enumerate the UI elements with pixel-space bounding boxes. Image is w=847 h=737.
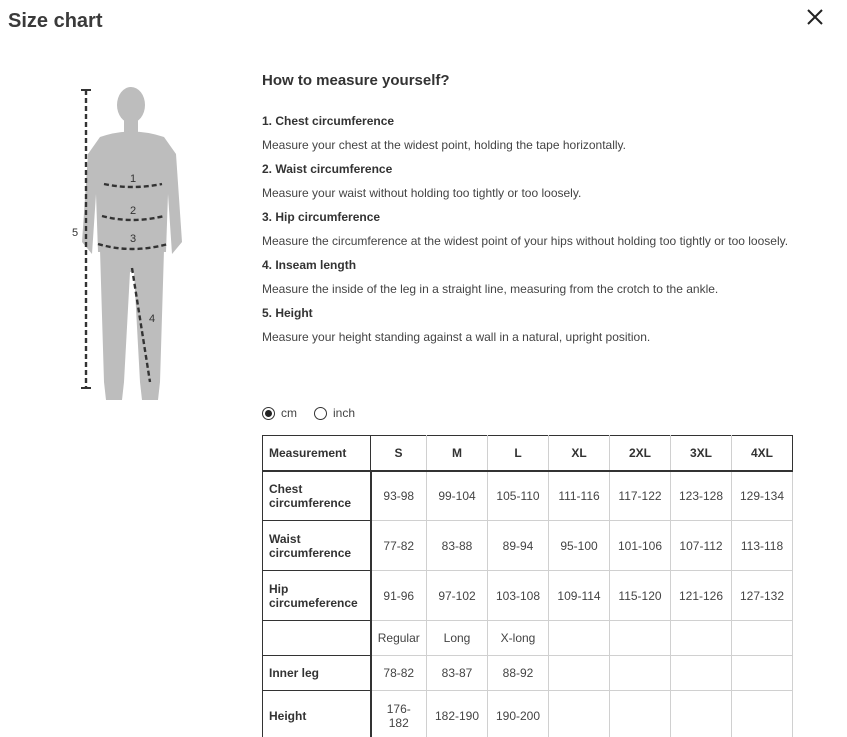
row-label: Chest circumference	[263, 471, 371, 521]
label-5: 5	[72, 227, 79, 239]
modal-title: Size chart	[8, 10, 103, 32]
table-cell: 117-122	[610, 471, 671, 521]
table-cell: 109-114	[549, 571, 610, 621]
table-cell: 121-126	[671, 571, 732, 621]
table-cell: 113-118	[732, 521, 793, 571]
table-cell: 111-116	[549, 471, 610, 521]
table-cell	[610, 691, 671, 737]
label-1: 1	[130, 173, 137, 185]
guide-section-hip	[262, 209, 792, 250]
body-measurement-figure	[68, 82, 198, 412]
unit-radio-inch[interactable]	[314, 407, 327, 420]
table-cell	[732, 621, 793, 656]
table-cell: 182-190	[427, 691, 488, 737]
table-cell: 83-87	[427, 656, 488, 691]
table-cell	[732, 656, 793, 691]
guide-section-chest	[262, 113, 792, 154]
section-title: 1. Chest circumference	[262, 114, 395, 128]
table-cell: 103-108	[488, 571, 549, 621]
table-cell	[549, 656, 610, 691]
table-row	[263, 691, 793, 737]
section-description: Measure your waist without holding too tightly or too loosely.	[262, 186, 582, 200]
unit-label-cm[interactable]: cm	[281, 406, 297, 420]
section-description: Measure the inside of the leg in a straight line, measuring from the crotch to the ankle.	[262, 282, 719, 296]
unit-radio-cm[interactable]	[262, 407, 275, 420]
table-cell: 93-98	[371, 471, 427, 521]
section-title: 4. Inseam length	[262, 258, 357, 272]
header-cell: 3XL	[671, 436, 732, 471]
table-cell: 78-82	[371, 656, 427, 691]
header-cell: Measurement	[263, 436, 371, 471]
header-cell: S	[371, 436, 427, 471]
table-cell: 95-100	[549, 521, 610, 571]
table-cell: 101-106	[610, 521, 671, 571]
label-3: 3	[130, 233, 137, 245]
table-cell	[671, 656, 732, 691]
size-table	[262, 435, 793, 737]
table-cell: 127-132	[732, 571, 793, 621]
header-cell: XL	[549, 436, 610, 471]
section-description: Measure your height standing against a wall in a natural, upright position.	[262, 330, 651, 344]
table-row	[263, 656, 793, 691]
header-cell: L	[488, 436, 549, 471]
table-cell: 129-134	[732, 471, 793, 521]
row-label: Height	[263, 691, 371, 737]
row-label: Waist circumference	[263, 521, 371, 571]
table-row	[263, 521, 793, 571]
table-row	[263, 571, 793, 621]
table-cell	[671, 691, 732, 737]
guide-section-waist	[262, 161, 792, 202]
table-cell: X-long	[488, 621, 549, 656]
table-cell	[610, 621, 671, 656]
table-row	[263, 471, 793, 521]
table-cell: 107-112	[671, 521, 732, 571]
header-cell: 2XL	[610, 436, 671, 471]
table-cell: 97-102	[427, 571, 488, 621]
section-title: 2. Waist circumference	[262, 162, 393, 176]
label-4: 4	[149, 313, 156, 325]
guide-section-inseam	[262, 257, 792, 298]
table-cell: 115-120	[610, 571, 671, 621]
row-label: Inner leg	[263, 656, 371, 691]
table-cell: 99-104	[427, 471, 488, 521]
row-label: Hip circumeference	[263, 571, 371, 621]
table-cell: 77-82	[371, 521, 427, 571]
table-cell	[671, 621, 732, 656]
table-cell: 105-110	[488, 471, 549, 521]
section-description: Measure your chest at the widest point, holding the tape horizontally.	[262, 138, 626, 152]
table-header-row	[263, 436, 793, 471]
section-title: 3. Hip circumference	[262, 210, 381, 224]
close-icon[interactable]	[803, 5, 827, 29]
table-cell	[732, 691, 793, 737]
unit-label-inch[interactable]: inch	[333, 406, 356, 420]
guide-heading: How to measure yourself?	[262, 72, 450, 89]
section-title: 5. Height	[262, 306, 313, 320]
label-2: 2	[130, 205, 137, 217]
table-cell: 91-96	[371, 571, 427, 621]
table-cell	[549, 691, 610, 737]
row-label	[263, 621, 371, 656]
table-cell: 89-94	[488, 521, 549, 571]
table-row	[263, 621, 793, 656]
table-cell: 88-92	[488, 656, 549, 691]
unit-selector	[262, 406, 372, 420]
table-cell: Long	[427, 621, 488, 656]
table-cell: 123-128	[671, 471, 732, 521]
table-cell: Regular	[371, 621, 427, 656]
header-cell: 4XL	[732, 436, 793, 471]
table-cell	[610, 656, 671, 691]
measurement-guide	[262, 72, 792, 353]
guide-section-height	[262, 305, 792, 346]
table-cell: 190-200	[488, 691, 549, 737]
table-cell: 176-182	[371, 691, 427, 737]
header-cell: M	[427, 436, 488, 471]
section-description: Measure the circumference at the widest point of your hips without holding too tightly or too loosely.	[262, 234, 789, 248]
table-cell	[549, 621, 610, 656]
table-cell: 83-88	[427, 521, 488, 571]
